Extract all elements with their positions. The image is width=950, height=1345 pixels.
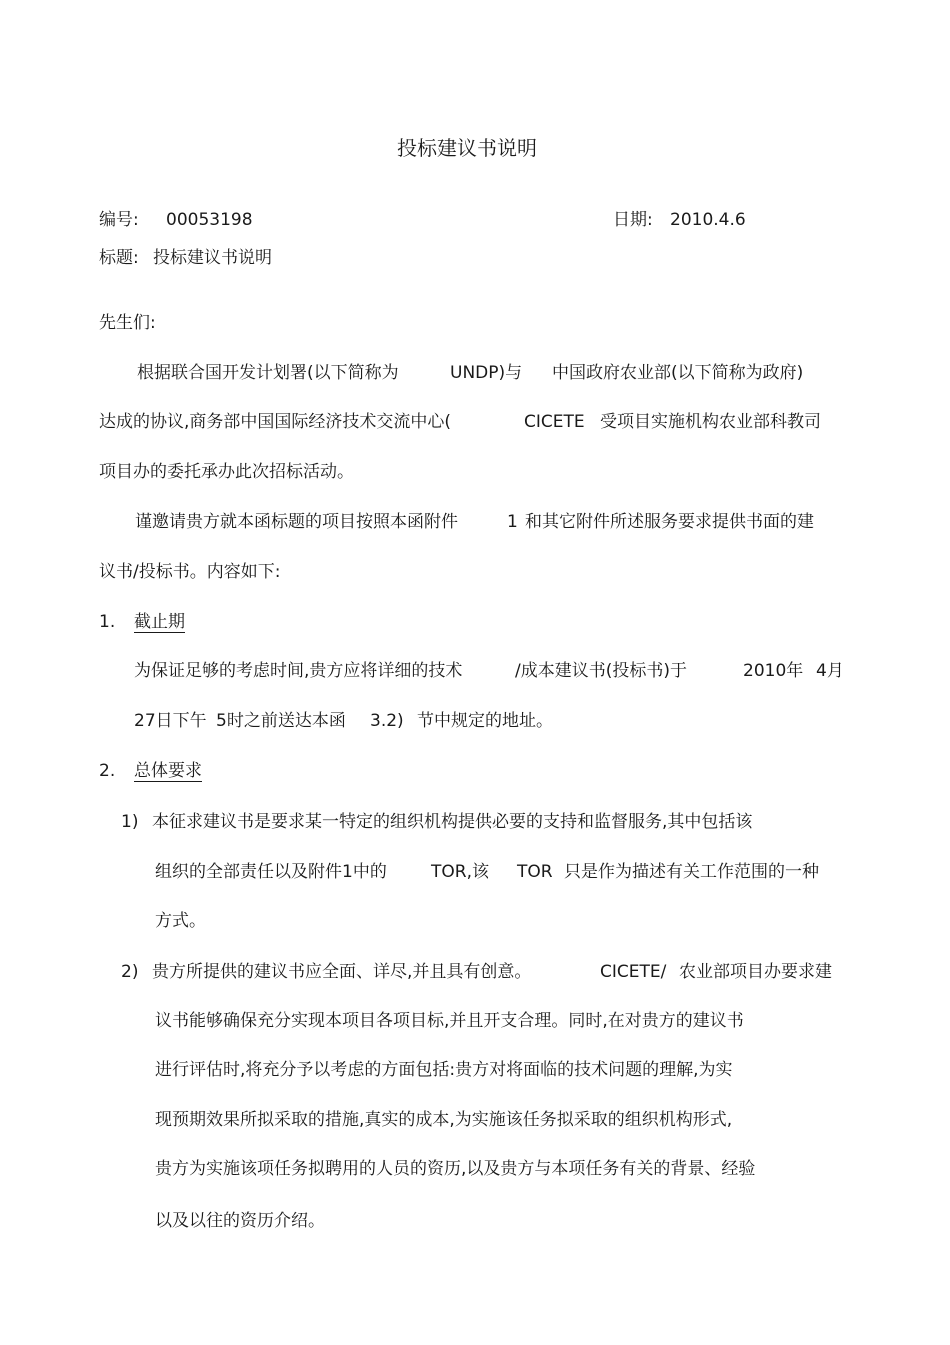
subject-label: 标题:	[99, 248, 139, 268]
item2-line1a: 贵方所提供的建议书应全面、详尽,并且具有创意。	[152, 962, 532, 982]
salutation: 先生们:	[99, 313, 156, 333]
invite-line2: 议书/投标书。内容如下:	[99, 562, 281, 582]
item1-line2b: TOR,该	[431, 862, 489, 882]
subject-value: 投标建议书说明	[153, 248, 272, 268]
intro-line2c: 受项目实施机构农业部科教司	[600, 412, 821, 432]
item2-line1c: 农业部项目办要求建	[679, 962, 832, 982]
item1-line2a: 组织的全部责任以及附件1中的	[155, 862, 387, 882]
section1-number: 1.	[99, 612, 116, 632]
item2-line3: 进行评估时,将充分予以考虑的方面包括:贵方对将面临的技术问题的理解,为实	[155, 1060, 733, 1080]
section1-line2c: 3.2)	[370, 711, 404, 731]
item1-line1: 本征求建议书是要求某一特定的组织机构提供必要的支持和监督服务,其中包括该	[152, 812, 753, 832]
item2-line2: 议书能够确保充分实现本项目各项目标,并且开支合理。同时,在对贵方的建议书	[155, 1011, 744, 1031]
item1-marker: 1)	[121, 812, 139, 832]
item2-marker: 2)	[121, 962, 139, 982]
section1-line2a: 27日下午	[134, 711, 207, 731]
section1-line1a: 为保证足够的考虑时间,贵方应将详细的技术	[134, 661, 463, 681]
intro-line2b: CICETE	[524, 412, 585, 432]
item2-line6: 以及以往的资历介绍。	[155, 1211, 325, 1231]
section1-line1d: 4月	[816, 661, 844, 681]
section1-line1c: 2010年	[743, 661, 804, 681]
item1-line3: 方式。	[155, 911, 206, 931]
item1-line2c: TOR	[517, 862, 553, 882]
number-label: 编号:	[99, 210, 139, 230]
section2-heading: 总体要求	[134, 761, 202, 781]
invite-line1b: 1	[507, 512, 518, 532]
intro-line1c: 中国政府农业部(以下简称为政府)	[552, 363, 804, 383]
item2-line1b: CICETE/	[600, 962, 667, 982]
item2-line4: 现预期效果所拟采取的措施,真实的成本,为实施该任务拟采取的组织机构形式,	[155, 1110, 733, 1130]
section1-line2b: 5时之前送达本函	[216, 711, 346, 731]
invite-line1c: 和其它附件所述服务要求提供书面的建	[525, 512, 814, 532]
invite-line1a: 谨邀请贵方就本函标题的项目按照本函附件	[135, 512, 458, 532]
date-label: 日期:	[613, 210, 653, 230]
page-title: 投标建议书说明	[397, 136, 537, 160]
intro-line3: 项目办的委托承办此次招标活动。	[99, 462, 354, 482]
date-value: 2010.4.6	[670, 210, 746, 230]
item1-line2d: 只是作为描述有关工作范围的一种	[564, 862, 819, 882]
section1-line2d: 节中规定的地址。	[417, 711, 553, 731]
intro-line1b: UNDP)与	[450, 363, 523, 383]
section1-line1b: /成本建议书(投标书)于	[515, 661, 687, 681]
item2-line5: 贵方为实施该项任务拟聘用的人员的资历,以及贵方与本项任务有关的背景、经验	[155, 1159, 756, 1179]
section1-heading: 截止期	[134, 612, 185, 632]
number-value: 00053198	[166, 210, 253, 230]
intro-line1a: 根据联合国开发计划署(以下简称为	[137, 363, 399, 383]
section2-number: 2.	[99, 761, 116, 781]
intro-line2a: 达成的协议,商务部中国国际经济技术交流中心(	[99, 412, 452, 432]
